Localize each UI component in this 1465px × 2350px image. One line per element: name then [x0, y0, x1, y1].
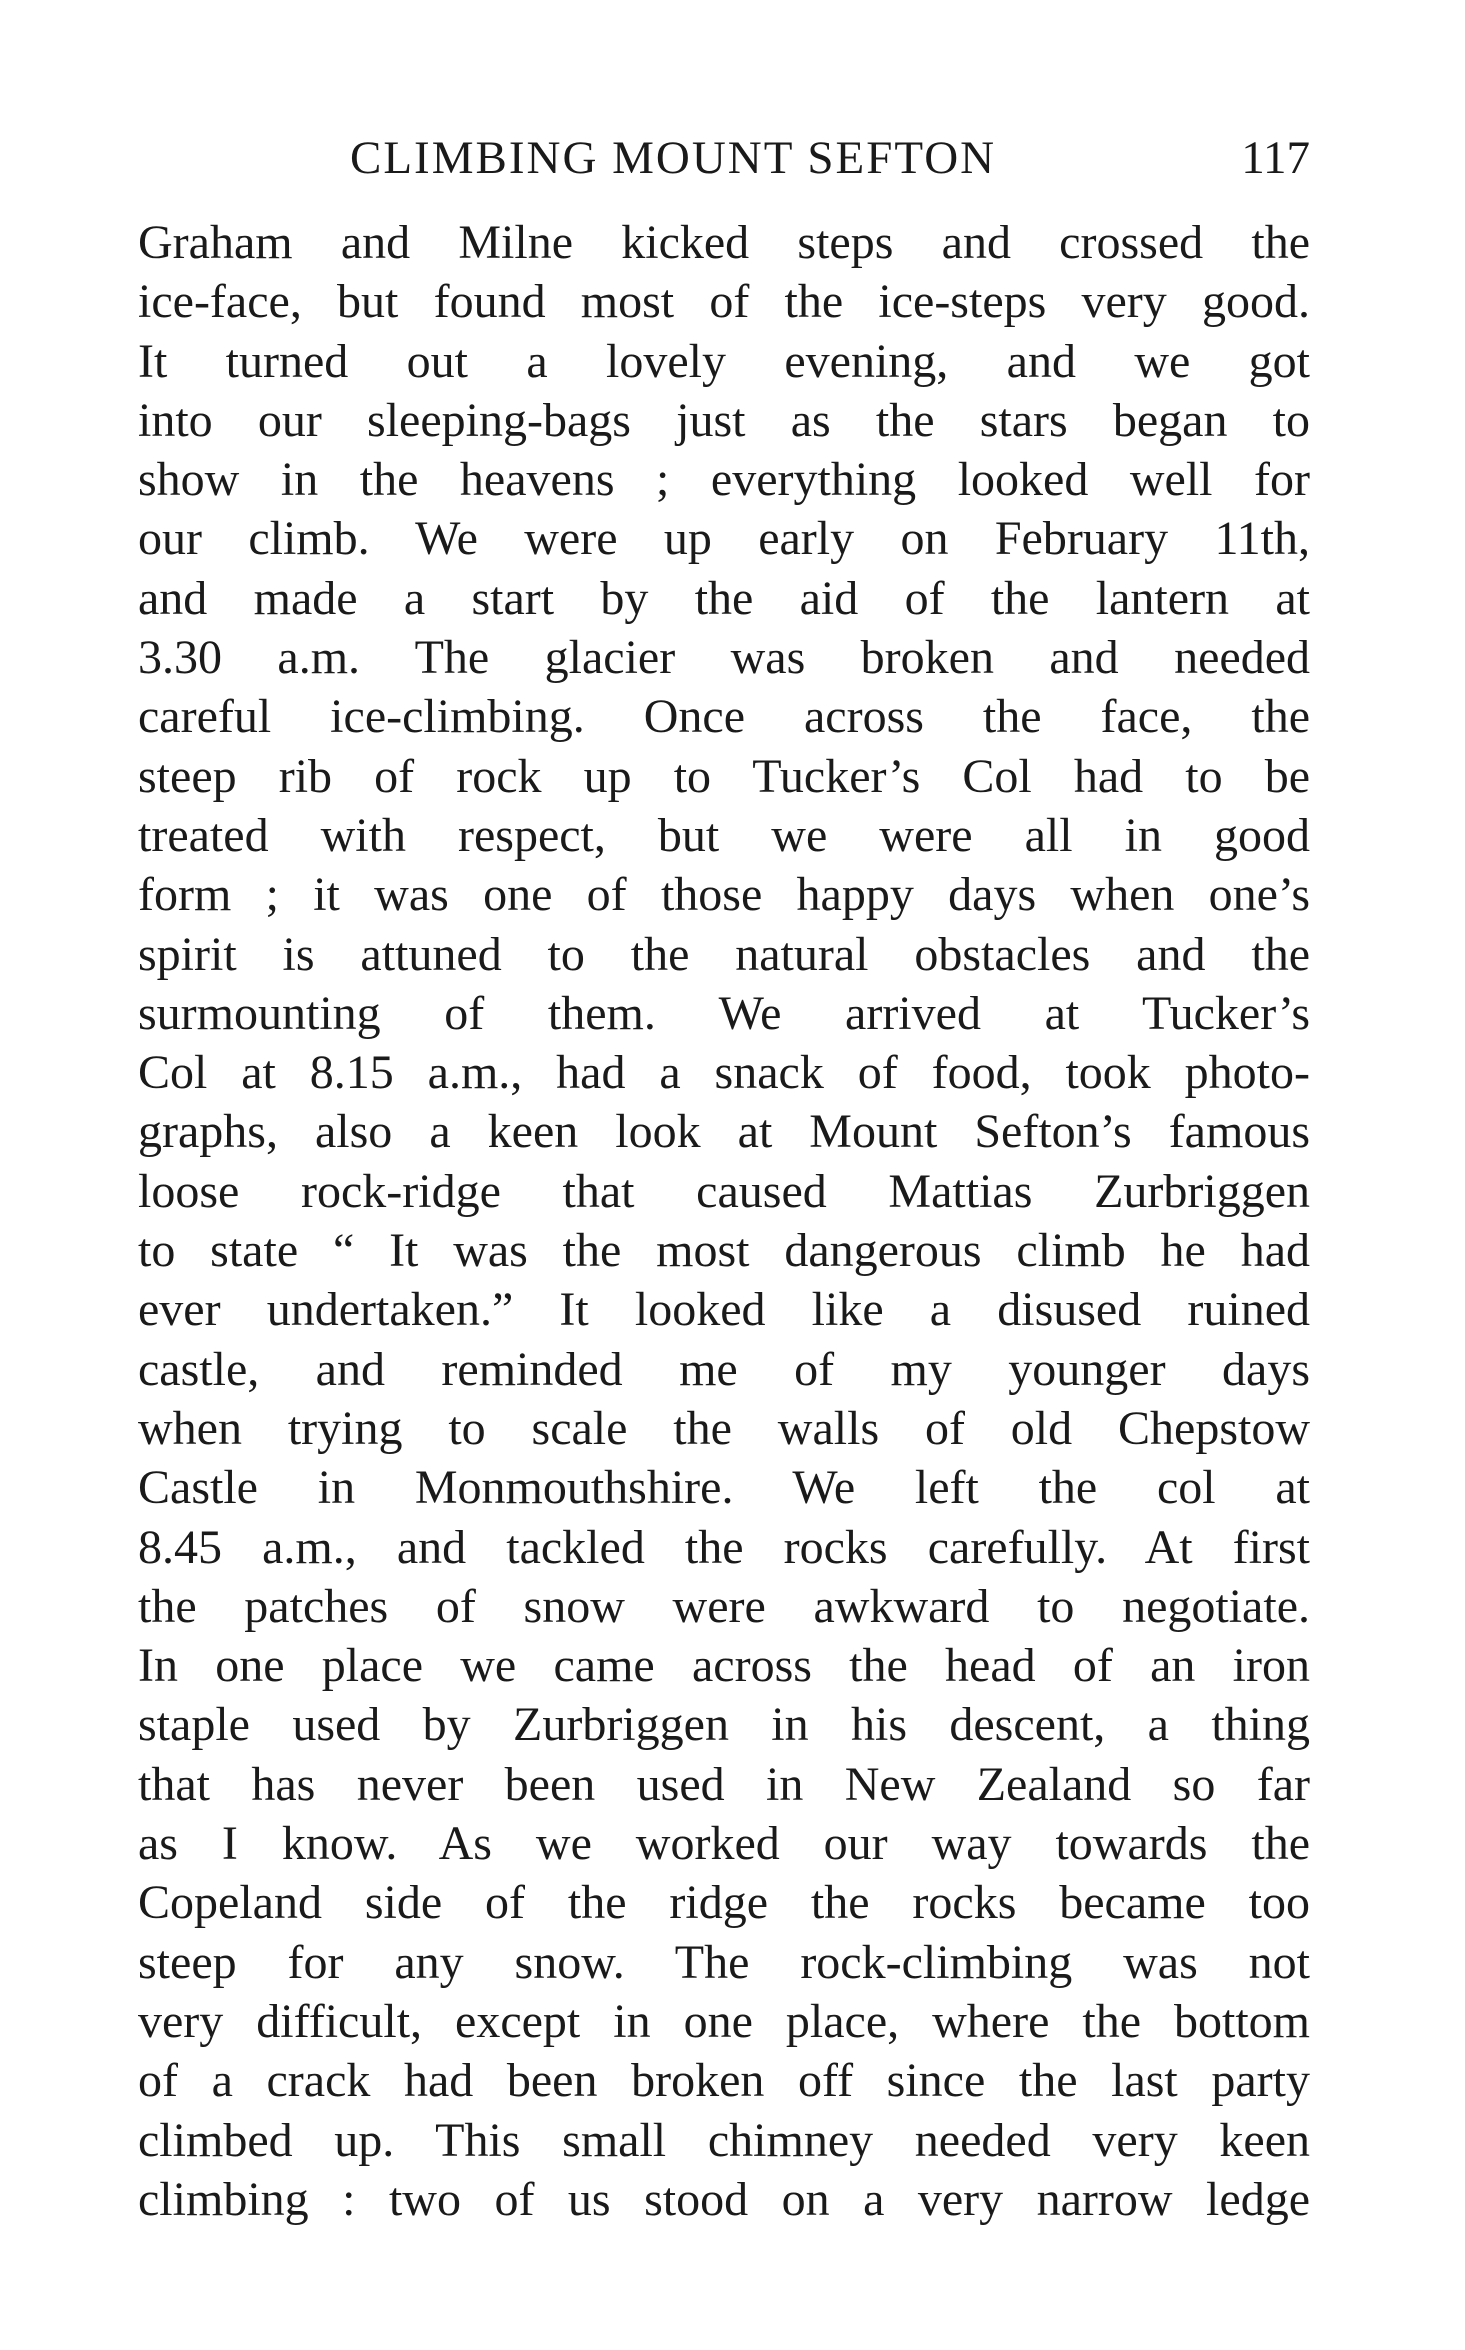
text-line: that has never been used in New Zealand so far [138, 1757, 1310, 1811]
text-line: very difficult, except in one place, where the bottom [138, 1994, 1310, 2048]
text-line: when trying to scale the walls of old Chepstow [138, 1401, 1310, 1455]
text-line: It turned out a lovely evening, and we got [138, 334, 1310, 388]
running-head [138, 128, 1310, 188]
text-line: Copeland side of the ridge the rocks became too [138, 1876, 1310, 1930]
text-line: In one place we came across the head of an iron [138, 1639, 1310, 1693]
running-title: CLIMBING MOUNT SEFTON [350, 132, 997, 184]
text-line: to state “ It was the most dangerous climb he had [138, 1224, 1310, 1278]
text-line: climbed up. This small chimney needed very keen [138, 2113, 1310, 2167]
text-line: the patches of snow were awkward to negotiate. [138, 1579, 1310, 1633]
text-line: and made a start by the aid of the lantern at [138, 571, 1310, 625]
text-line: spirit is attuned to the natural obstacles and the [138, 927, 1310, 981]
text-line: our climb. We were up early on February 11th, [138, 512, 1310, 566]
text-line: steep for any snow. The rock-climbing was not [138, 1935, 1310, 1989]
text-line: form ; it was one of those happy days when one’s [138, 868, 1310, 922]
text-line: Col at 8.15 a.m., had a snack of food, took photo- [138, 1046, 1310, 1100]
text-line: of a crack had been broken off since the last party [138, 2054, 1310, 2108]
text-line: 8.45 a.m., and tackled the rocks carefully. At first [138, 1520, 1310, 1574]
text-line: steep rib of rock up to Tucker’s Col had to be [138, 749, 1310, 803]
text-line: 3.30 a.m. The glacier was broken and needed [138, 631, 1310, 685]
text-line: ever undertaken.” It looked like a disused ruined [138, 1283, 1310, 1337]
text-line: graphs, also a keen look at Mount Sefton’s famous [138, 1105, 1310, 1159]
text-line: treated with respect, but we were all in good [138, 808, 1310, 862]
text-line: into our sleeping-bags just as the stars began to [138, 393, 1310, 447]
text-line: Graham and Milne kicked steps and crossed the [138, 216, 1310, 269]
text-line: as I know. As we worked our way towards the [138, 1817, 1310, 1871]
text-line: staple used by Zurbriggen in his descent, a thing [138, 1698, 1310, 1752]
text-line: careful ice-climbing. Once across the face, the [138, 690, 1310, 744]
body-text [138, 213, 1310, 2229]
page-number: 117 [1241, 132, 1310, 184]
text-line: castle, and reminded me of my younger days [138, 1342, 1310, 1396]
text-line: Castle in Monmouthshire. We left the col at [138, 1461, 1310, 1515]
text-line: show in the heavens ; everything looked well for [138, 453, 1310, 507]
text-line: surmounting of them. We arrived at Tucker’s [138, 986, 1310, 1040]
text-line: loose rock-ridge that caused Mattias Zurbriggen [138, 1164, 1310, 1218]
text-line: ice-face, but found most of the ice-steps very good. [138, 275, 1310, 329]
text-line: climbing : two of us stood on a very narrow ledge [138, 2172, 1310, 2226]
